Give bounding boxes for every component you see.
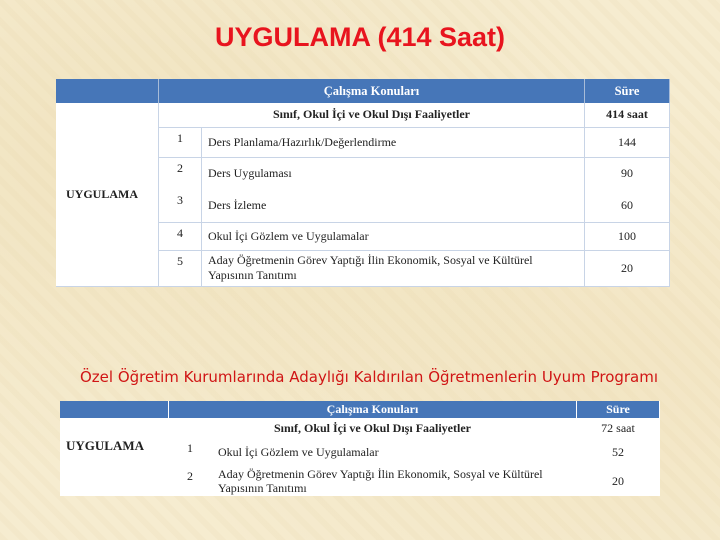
row-topic: Okul İçi Gözlem ve Uygulamalar — [202, 222, 585, 250]
group-title: Sınıf, Okul İçi ve Okul Dışı Faaliyetler — [169, 418, 577, 438]
row-number: 2 — [169, 466, 212, 496]
table-header-row — [60, 401, 660, 418]
row-topic: Ders Uygulaması — [202, 157, 585, 190]
group-title: Sınıf, Okul İçi ve Okul Dışı Faaliyetler — [159, 103, 585, 127]
header-topics: Çalışma Konuları — [169, 401, 577, 418]
page-title: UYGULAMA (414 Saat) — [214, 22, 506, 52]
section-label: UYGULAMA — [56, 103, 159, 286]
row-number: 2 — [159, 157, 202, 190]
table-row — [60, 418, 660, 438]
schedule-table-2 — [60, 401, 660, 496]
row-number: 1 — [159, 127, 202, 157]
row-topic: Aday Öğretmenin Görev Yaptığı İlin Ekonomik, Sosyal ve Kültürel Yapısının Tanıtımı — [202, 250, 585, 286]
row-duration: 52 — [577, 438, 660, 466]
header-duration: Süre — [577, 401, 660, 418]
section-label: UYGULAMA — [60, 418, 169, 496]
row-number: 3 — [159, 190, 202, 222]
row-number: 1 — [169, 438, 212, 466]
group-total: 72 saat — [577, 418, 660, 438]
table-header-row — [56, 79, 670, 103]
group-total: 414 saat — [585, 103, 670, 127]
header-duration: Süre — [585, 79, 670, 103]
row-topic: Ders Planlama/Hazırlık/Değerlendirme — [202, 127, 585, 157]
table-row — [56, 103, 670, 127]
row-duration: 144 — [585, 127, 670, 157]
row-number: 4 — [159, 222, 202, 250]
row-duration: 20 — [577, 466, 660, 496]
row-duration: 100 — [585, 222, 670, 250]
row-duration: 20 — [585, 250, 670, 286]
row-duration: 60 — [585, 190, 670, 222]
row-topic: Aday Öğretmenin Görev Yaptığı İlin Ekonomik, Sosyal ve Kültürel Yapısının Tanıtımı — [212, 466, 577, 496]
header-topics: Çalışma Konuları — [159, 79, 585, 103]
row-number: 5 — [159, 250, 202, 286]
section-subtitle: Özel Öğretim Kurumlarında Adaylığı Kaldırılan Öğretmenlerin Uyum Programı — [80, 368, 659, 386]
row-topic: Okul İçi Gözlem ve Uygulamalar — [212, 438, 577, 466]
row-topic: Ders İzleme — [202, 190, 585, 222]
row-duration: 90 — [585, 157, 670, 190]
schedule-table-1 — [56, 79, 670, 287]
